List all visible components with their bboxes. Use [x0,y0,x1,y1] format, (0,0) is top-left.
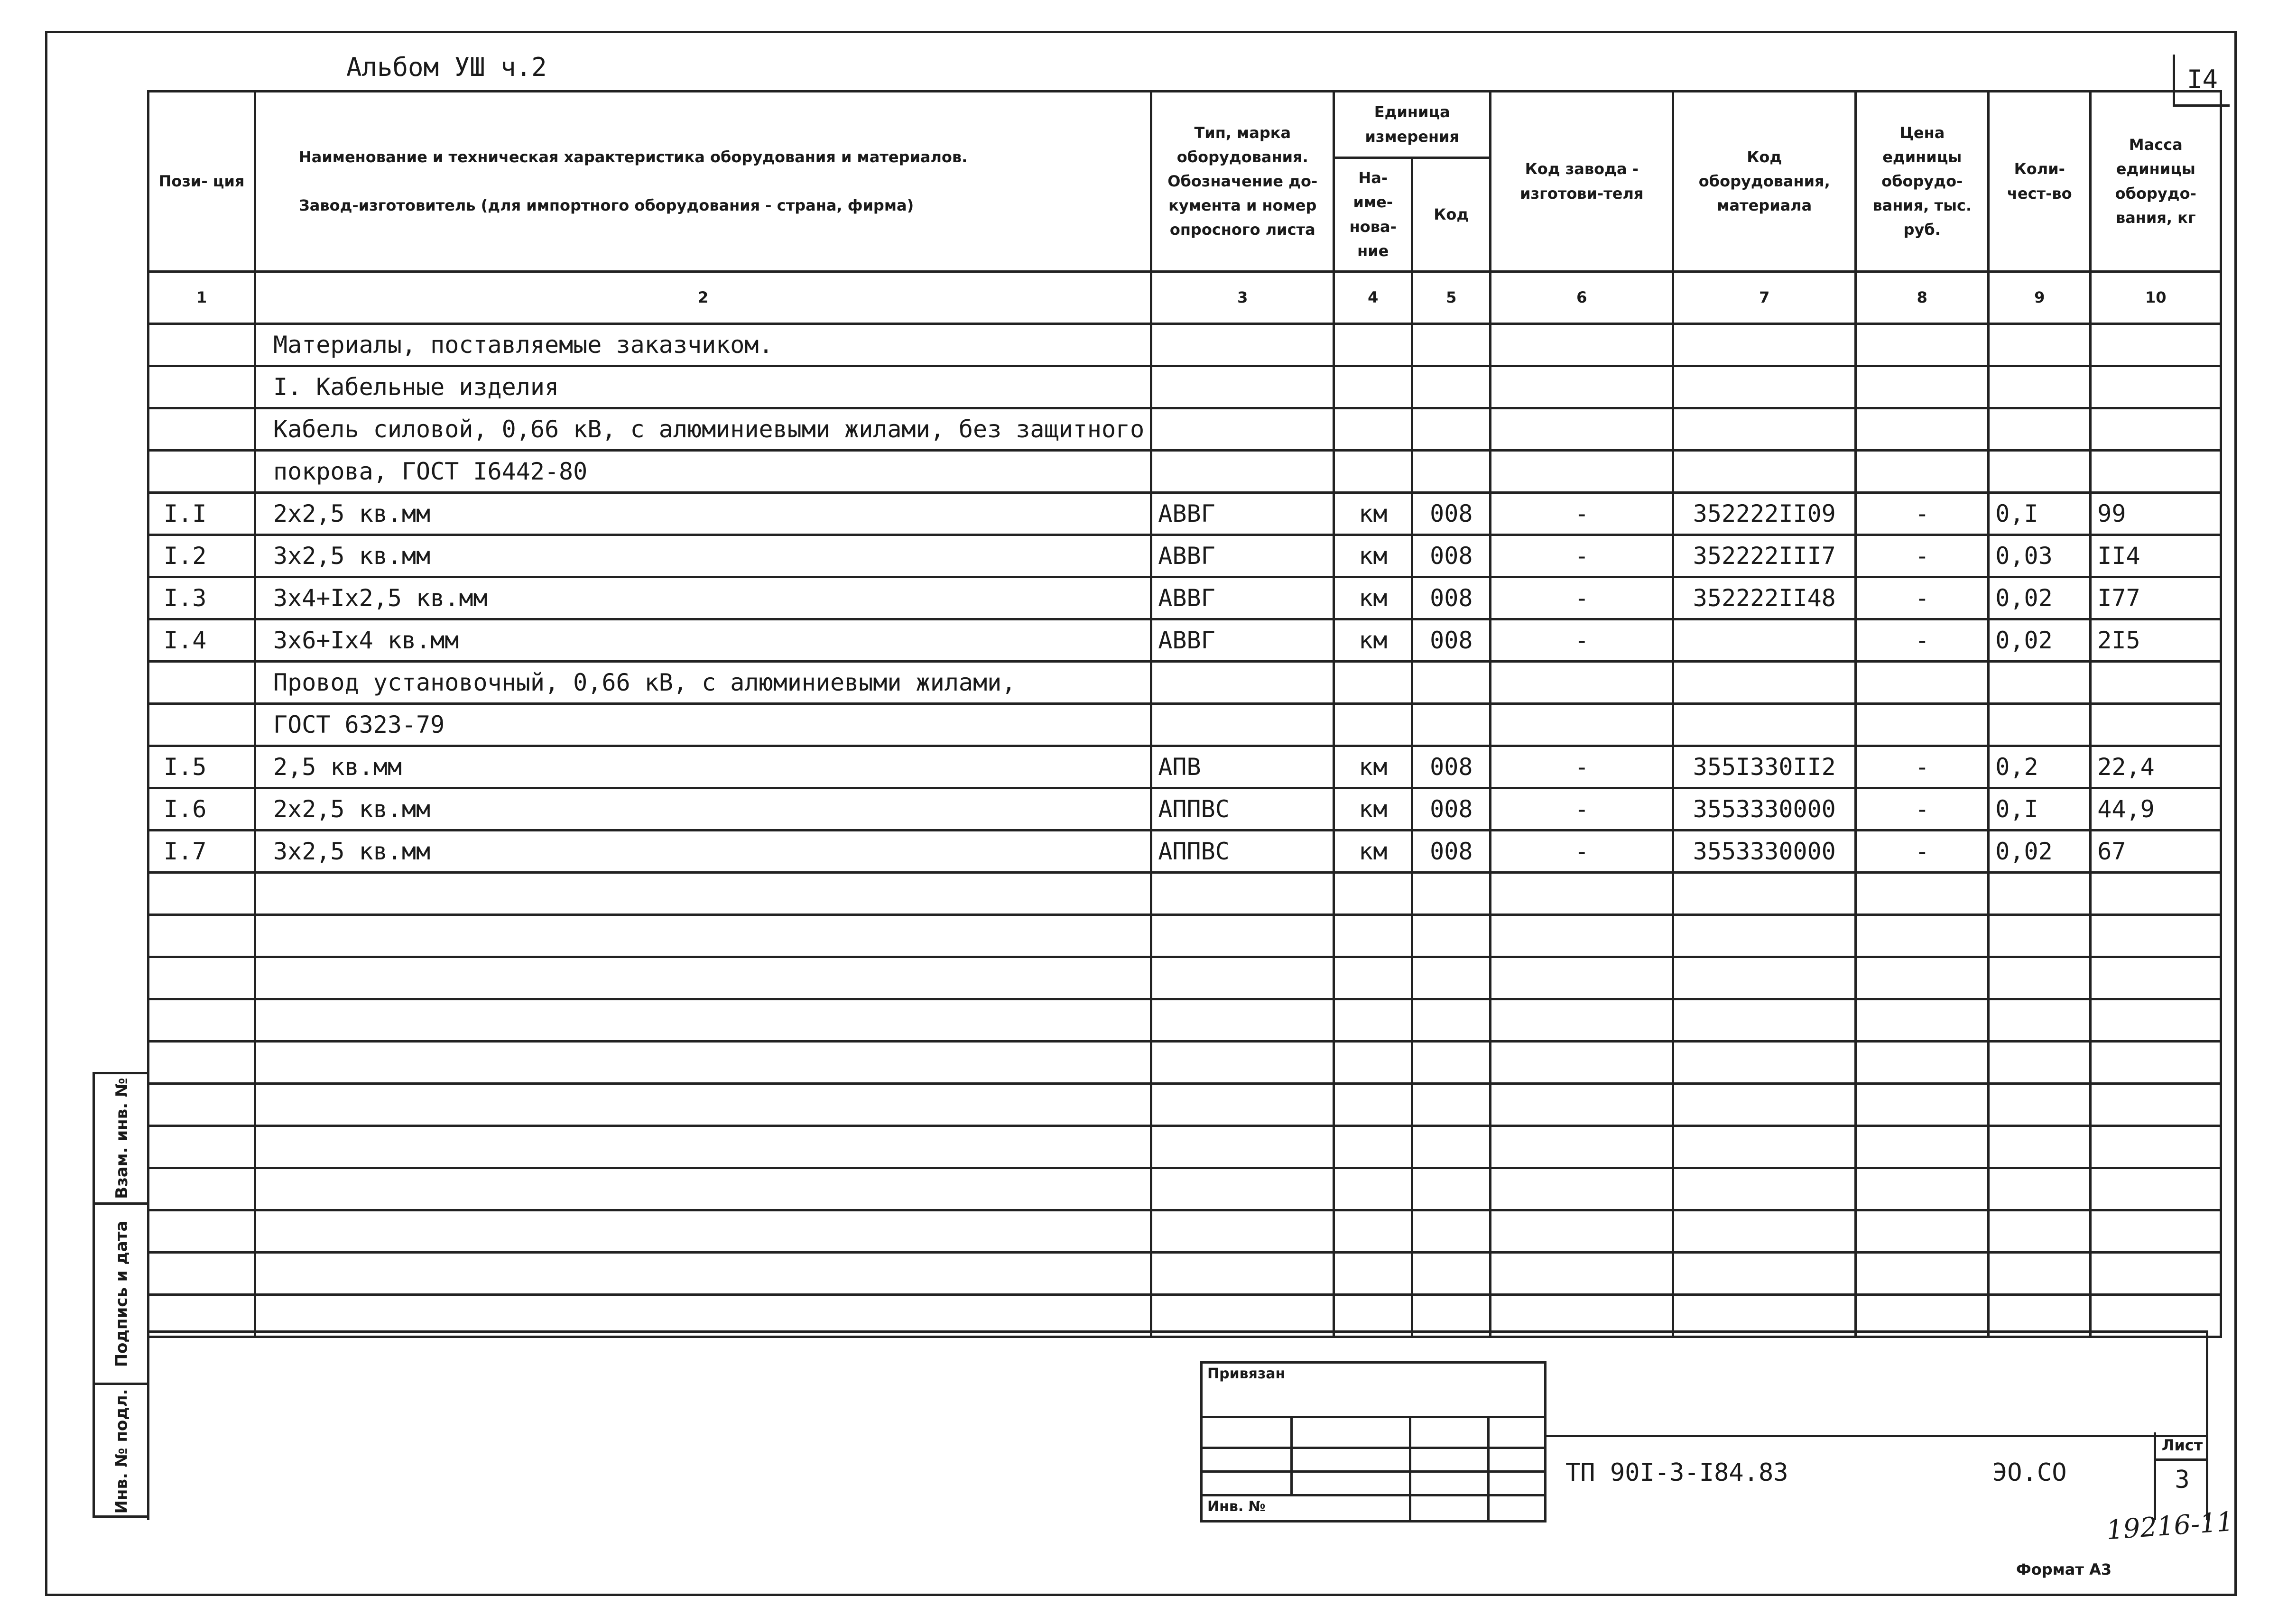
binding-stamp [1200,1361,1547,1522]
unit-code-cell [1412,662,1491,704]
equipment-code-cell [1673,704,1856,746]
unit-name-cell [1334,324,1412,366]
col-header-quantity: Коли-чест-во [1989,92,2091,272]
bound-label: Привязан [1202,1363,1546,1417]
quantity-cell: 0,02 [1989,830,2091,873]
equipment-code-cell [1673,408,1856,451]
mass-cell [2091,451,2221,493]
unit-name-cell [1334,366,1412,408]
unit-code-cell [1412,324,1491,366]
unit-code-cell [1412,408,1491,451]
price-cell [1856,366,1989,408]
column-number-6: 6 [1491,272,1673,324]
unit-name-cell: км [1334,535,1412,577]
price-cell [1856,324,1989,366]
col-header-mass: Масса единицы оборудо-вания, кг [2091,92,2221,272]
price-cell: - [1856,577,1989,619]
equipment-code-cell: 352222II09 [1673,493,1856,535]
name-cell: 2х2,5 кв.мм [255,493,1151,535]
mass-cell [2091,324,2221,366]
position-cell [148,366,255,408]
quantity-cell: 0,02 [1989,577,2091,619]
column-number-3: 3 [1151,272,1334,324]
table-body [148,324,2221,1337]
price-cell: - [1856,493,1989,535]
column-number-4: 4 [1334,272,1412,324]
name-cell: Провод установочный, 0,66 кВ, с алюминиевыми жилами, [255,662,1151,704]
price-cell: - [1856,535,1989,577]
col-header-type: Тип, марка оборудования. Обозначение до-кумента и номер опросного листа [1151,92,1334,272]
side-stamp [93,1072,148,1518]
equipment-code-cell [1673,324,1856,366]
unit-name-cell: км [1334,619,1412,662]
maker-code-cell: - [1491,493,1673,535]
mass-cell [2091,408,2221,451]
unit-name-cell [1334,662,1412,704]
table-row [148,830,2221,873]
maker-code-cell [1491,451,1673,493]
unit-code-cell: 008 [1412,535,1491,577]
title-block-divider [1544,1435,2206,1437]
empty-row [148,1042,2221,1084]
equipment-code-cell [1673,451,1856,493]
name-cell: 2х2,5 кв.мм [255,788,1151,830]
unit-name-cell [1334,704,1412,746]
table-row [148,493,2221,535]
position-cell: I.7 [148,830,255,873]
table-row [148,577,2221,619]
empty-row [148,1253,2221,1295]
unit-code-cell: 008 [1412,746,1491,788]
position-cell: I.5 [148,746,255,788]
empty-row [148,1210,2221,1253]
type-cell [1151,704,1334,746]
unit-name-cell: км [1334,493,1412,535]
maker-code-cell: - [1491,788,1673,830]
type-cell [1151,366,1334,408]
position-cell [148,704,255,746]
maker-code-cell: - [1491,746,1673,788]
name-cell: ГОСТ 6323-79 [255,704,1151,746]
price-cell [1856,408,1989,451]
price-cell: - [1856,619,1989,662]
mass-cell [2091,366,2221,408]
name-cell: 3х4+Iх2,5 кв.мм [255,577,1151,619]
type-cell: АППВС [1151,830,1334,873]
type-cell: АВВГ [1151,619,1334,662]
position-cell: I.6 [148,788,255,830]
quantity-cell [1989,324,2091,366]
quantity-cell [1989,408,2091,451]
equipment-code-cell: 352222III7 [1673,535,1856,577]
sheet-box [2154,1432,2208,1520]
col-header-unit-name: На-име-нова-ние [1334,158,1412,272]
quantity-cell [1989,451,2091,493]
quantity-cell: 0,02 [1989,619,2091,662]
position-cell [148,408,255,451]
quantity-cell [1989,662,2091,704]
type-cell: АПВ [1151,746,1334,788]
equipment-code-cell [1673,366,1856,408]
col-header-price: Цена единицы оборудо-вания, тыс. руб. [1856,92,1989,272]
equipment-code-cell: 3553330000 [1673,830,1856,873]
unit-code-cell: 008 [1412,788,1491,830]
empty-row [148,999,2221,1042]
table-row [148,408,2221,451]
unit-name-cell: км [1334,577,1412,619]
quantity-cell: 0,I [1989,493,2091,535]
sheet-number: 3 [2175,1466,2190,1494]
table-row [148,324,2221,366]
column-number-1: 1 [148,272,255,324]
maker-code-cell [1491,408,1673,451]
position-cell: I.4 [148,619,255,662]
unit-code-cell: 008 [1412,493,1491,535]
equipment-code-cell: 355I330II2 [1673,746,1856,788]
unit-code-cell [1412,451,1491,493]
side-stamp-original-inv: Инв. № подл. [112,1389,131,1514]
price-cell [1856,451,1989,493]
mass-cell: 22,4 [2091,746,2221,788]
col-header-maker-code: Код завода - изготови-теля [1491,92,1673,272]
maker-code-cell [1491,662,1673,704]
empty-row [148,957,2221,999]
maker-code-cell: - [1491,577,1673,619]
table-row [148,535,2221,577]
type-cell: АВВГ [1151,493,1334,535]
position-cell [148,324,255,366]
mass-cell [2091,704,2221,746]
unit-code-cell [1412,704,1491,746]
column-number-9: 9 [1989,272,2091,324]
handwritten-note: 19216-11 [2105,1506,2235,1546]
quantity-cell: 0,2 [1989,746,2091,788]
table-row [148,704,2221,746]
column-number-row [148,272,2221,324]
name-cell: Материалы, поставляемые заказчиком. [255,324,1151,366]
price-cell [1856,662,1989,704]
position-cell [148,451,255,493]
unit-code-cell: 008 [1412,830,1491,873]
name-cell: покрова, ГОСТ I6442-80 [255,451,1151,493]
quantity-cell: 0,03 [1989,535,2091,577]
name-cell: I. Кабельные изделия [255,366,1151,408]
document-code: ТП 90I-3-I84.83 [1565,1458,1788,1487]
unit-name-cell [1334,451,1412,493]
unit-code-cell [1412,366,1491,408]
side-stamp-signature-date: Подпись и дата [95,1205,148,1385]
table-row [148,746,2221,788]
name-cell: 3х2,5 кв.мм [255,535,1151,577]
unit-code-cell: 008 [1412,619,1491,662]
maker-code-cell [1491,366,1673,408]
unit-code-cell: 008 [1412,577,1491,619]
col-header-unit-group: Единица измерения [1334,92,1491,158]
position-cell: I.2 [148,535,255,577]
quantity-cell [1989,704,2091,746]
unit-name-cell: км [1334,830,1412,873]
name-cell: 3х2,5 кв.мм [255,830,1151,873]
type-cell: АВВГ [1151,577,1334,619]
type-cell [1151,662,1334,704]
price-cell: - [1856,746,1989,788]
maker-code-cell [1491,704,1673,746]
maker-code-cell [1491,324,1673,366]
column-number-2: 2 [255,272,1151,324]
type-cell [1151,408,1334,451]
position-cell: I.I [148,493,255,535]
corner-sheet-number: I4 [2173,55,2230,107]
equipment-code-cell: 352222II48 [1673,577,1856,619]
quantity-cell: 0,I [1989,788,2091,830]
col-header-name: Наименование и техническая характеристика оборудования и материалов. Завод-изготовитель (для импортного оборудования - страна, фирма) [255,92,1151,272]
empty-row [148,873,2221,915]
type-cell [1151,451,1334,493]
specification-table [147,90,2222,1338]
empty-row [148,915,2221,957]
table-row [148,366,2221,408]
column-number-5: 5 [1412,272,1491,324]
mass-cell: 67 [2091,830,2221,873]
col-header-position: Пози- ция [148,92,255,272]
name-cell: 2,5 кв.мм [255,746,1151,788]
table-row [148,788,2221,830]
column-number-7: 7 [1673,272,1856,324]
price-cell [1856,704,1989,746]
equipment-code-cell: 3553330000 [1673,788,1856,830]
empty-row [148,1084,2221,1126]
album-title: Альбом УШ ч.2 [346,52,547,82]
column-number-10: 10 [2091,272,2221,324]
table-row [148,451,2221,493]
mass-cell: 44,9 [2091,788,2221,830]
name-cell: 3х6+Iх4 кв.мм [255,619,1151,662]
table-row [148,619,2221,662]
name-cell: Кабель силовой, 0,66 кВ, с алюминиевыми жилами, без защитного [255,408,1151,451]
mass-cell: II4 [2091,535,2221,577]
empty-row [148,1168,2221,1210]
price-cell: - [1856,788,1989,830]
maker-code-cell: - [1491,830,1673,873]
side-stamp-replacement-inv: Взам. инв. № [95,1074,148,1205]
sheet-label: Лист [2156,1432,2208,1461]
type-cell [1151,324,1334,366]
maker-code-cell: - [1491,535,1673,577]
quantity-cell [1989,366,2091,408]
price-cell: - [1856,830,1989,873]
mass-cell: 2I5 [2091,619,2221,662]
unit-name-cell: км [1334,746,1412,788]
col-header-unit-code: Код [1412,158,1491,272]
type-cell: АВВГ [1151,535,1334,577]
mass-cell: I77 [2091,577,2221,619]
unit-name-cell [1334,408,1412,451]
section-code: ЭО.СО [1992,1458,2067,1487]
equipment-code-cell [1673,662,1856,704]
title-block [147,1330,2208,1520]
mass-cell [2091,662,2221,704]
type-cell: АППВС [1151,788,1334,830]
maker-code-cell: - [1491,619,1673,662]
equipment-code-cell [1673,619,1856,662]
col-header-equipment-code: Код оборудования, материала [1673,92,1856,272]
empty-row [148,1126,2221,1168]
mass-cell: 99 [2091,493,2221,535]
unit-name-cell: км [1334,788,1412,830]
column-number-8: 8 [1856,272,1989,324]
table-row [148,662,2221,704]
inv-label: Инв. № [1202,1495,1410,1522]
position-cell: I.3 [148,577,255,619]
position-cell [148,662,255,704]
format-label: Формат А3 [2016,1560,2112,1578]
